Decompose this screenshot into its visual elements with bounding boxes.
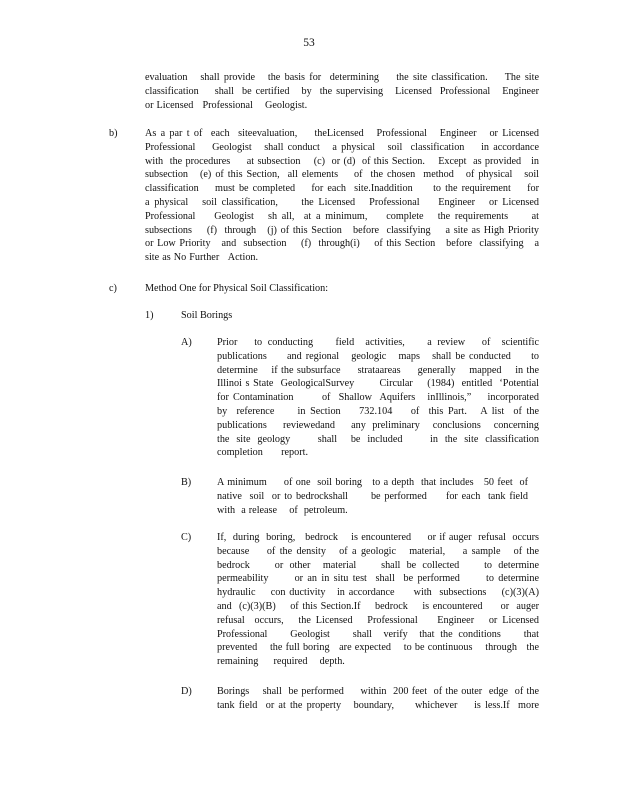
text-line: determine if the subsurface strataareas generally mapped in the [217,364,539,376]
text-line: with the procedures at subsection (c) or (d) of this Section. Except as provided in [145,155,539,167]
text-line: tank field or at the property boundary, whichever is less.If more [217,699,539,711]
item-a-paragraph [217,336,539,460]
text-line: refusal occurs, the Licensed Professional Engineer or Licensed [217,614,539,626]
section-c-heading: Method One for Physical Soil Classification: [145,283,329,294]
page-number: 53 [303,37,315,49]
text-line: subsections (f) through (j) of this Section before classifying a site as High Priority [145,224,539,236]
item-a-label: A) [181,337,192,348]
item-d-label: D) [181,686,192,697]
text-line: for Contamination of Shallow Aquifers inIllinois,” incorporated [217,392,539,404]
text-line: with a release of petroleum. [217,504,348,516]
text-line: subsection (e) of this Section, all elements of the chosen method of physical soil [145,169,539,181]
text-line: Borings shall be performed within 200 feet of the outer edge of the [217,686,539,697]
text-line: classification must be completed for each site.Inaddition to the requirement for [145,183,539,195]
text-line: because of the density of a geologic material, a sample of the [217,545,539,557]
text-line: the site geology shall be included in the site classification [217,433,539,445]
text-line: classification shall be certified by the supervising Licensed Professional Engineer [145,85,539,97]
text-line: If, during boring, bedrock is encountered or if auger refusal occurs [217,532,539,543]
section-b-paragraph [145,127,539,265]
item-b-paragraph [217,476,528,517]
item-d-paragraph [217,685,539,713]
item-1-label: 1) [145,310,154,321]
text-line: Illinoi s State GeologicalSurvey Circular (1984) entitled ‘Potential [217,378,539,390]
text-line: publications and regional geologic maps shall be conducted to [217,350,539,362]
section-b-label: b) [109,128,118,139]
text-line: and (c)(3)(B) of this Section.If bedrock is encountered or auger [217,600,539,612]
text-line: hydraulic con ductivity in accordance with subsections (c)(3)(A) [217,587,539,599]
item-b-label: B) [181,477,192,488]
intro-paragraph [145,71,539,112]
text-line: site as No Further Action. [145,252,259,264]
text-line: or Low Priority and subsection (f) through(i) of this Section before classifying a [145,238,539,250]
text-line: prevented the full boring are expected to be continuous through the [217,642,539,654]
text-line: A minimum of one soil boring to a depth that includes 50 feet of [217,477,528,488]
text-line: completion report. [217,447,308,459]
section-c-label: c) [109,283,117,294]
text-line: by reference in Section 732.104 of this Part. A list of the [217,405,539,417]
item-1-heading: Soil Borings [181,310,233,321]
text-line: permeability or an in situ test shall be performed to determine [217,573,539,585]
text-line: publications reviewedand any preliminary conclusions concerning [217,419,539,431]
text-line: Professional Geologist shall conduct a physical soil classification in accordance [145,141,539,153]
text-line: As a par t of each siteevaluation, theLicensed Professional Engineer or Licensed [145,128,539,139]
text-line: or Licensed Professional Geologist. [145,99,308,111]
item-c-paragraph [217,531,539,669]
text-line: a physical soil classification, the Licensed Professional Engineer or Licensed [145,196,539,208]
text-line: Professional Geologist sh all, at a minimum, complete the requirements at [145,210,539,222]
text-line: Professional Geologist shall verify that the conditions that [217,628,539,640]
text-line: remaining required depth. [217,656,345,668]
text-line: native soil or to bedrockshall be performed for each tank field [217,490,528,502]
text-line: Prior to conducting field activities, a review of scientific [217,337,539,348]
text-line: evaluation shall provide the basis for determining the site classification. The site [145,72,539,83]
text-line: bedrock or other material shall be collected to determine [217,559,539,571]
item-c-label: C) [181,532,192,543]
